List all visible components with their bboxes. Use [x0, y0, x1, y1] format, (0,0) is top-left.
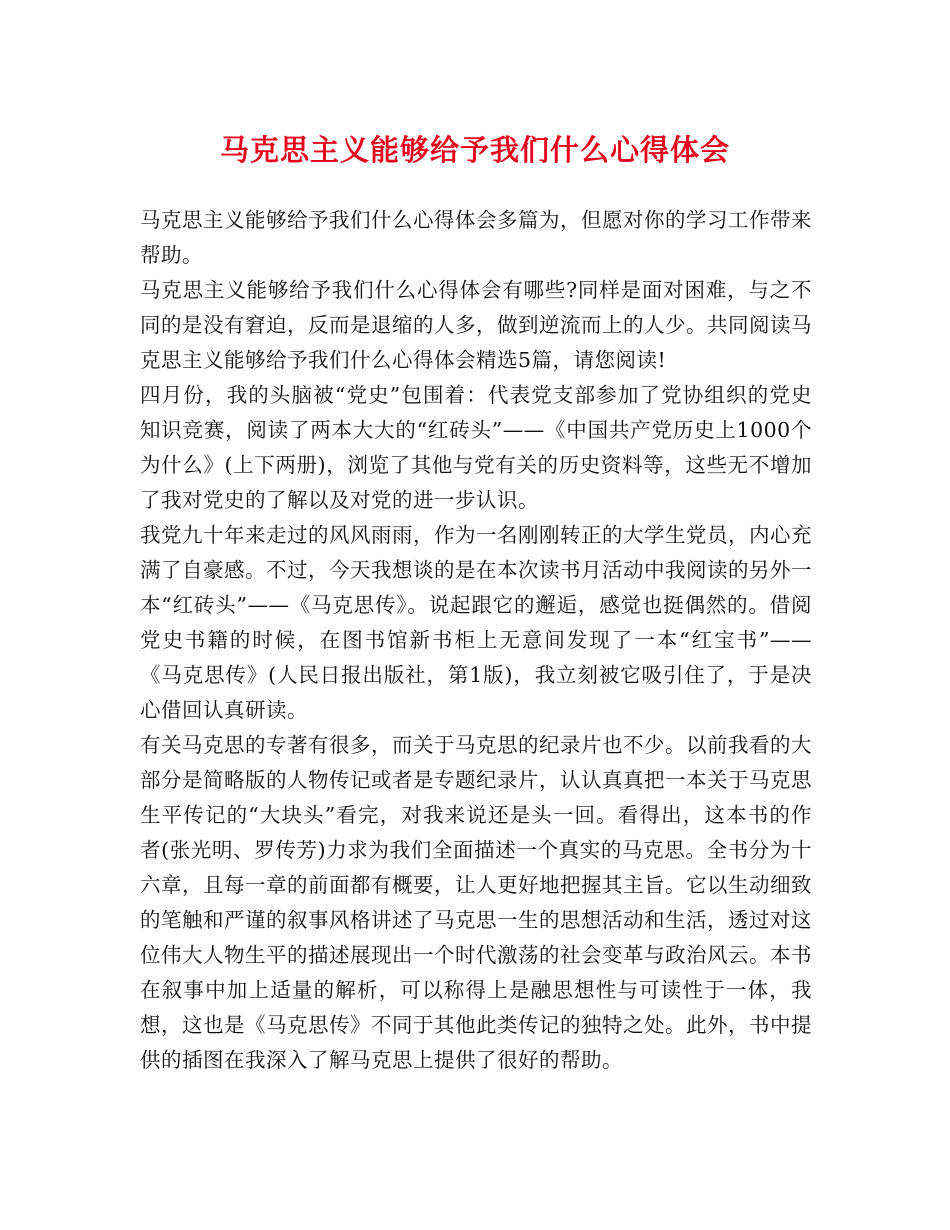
document-title: 马克思主义能够给予我们什么心得体会: [219, 133, 730, 167]
paragraph-overview: 马克思主义能够给予我们什么心得体会有哪些?同样是面对困难，与之不同的是没有窘迫，反而是退缩的人多，做到逆流而上的人少。共同阅读马克思主义能够给予我们什么心得体会精选5篇，请您阅读!: [140, 278, 812, 372]
document-body: [140, 203, 812, 1078]
paragraph-april: 四月份，我的头脑被“党史”包围着：代表党支部参加了党协组织的党史知识竞赛，阅读了两本大大的“红砖头”——《中国共产党历史上1000个为什么》(上下两册)，浏览了其他与党有关的历史资料等，这些无不增加了我对党史的了解以及对党的进一步认识。: [140, 383, 812, 512]
paragraph-intro: 马克思主义能够给予我们什么心得体会多篇为，但愿对你的学习工作带来帮助。: [140, 208, 812, 267]
paragraph-party-history: 我党九十年来走过的风风雨雨，作为一名刚刚转正的大学生党员，内心充满了自豪感。不过，今天我想谈的是在本次读书月活动中我阅读的另外一本“红砖头”——《马克思传》。说起跟它的邂逅，感觉也挺偶然的。借阅党史书籍的时候，在图书馆新书柜上无意间发现了一本“红宝书”——《马克思传》(人民日报出版社，第1版)，我立刻被它吸引住了，于是决心借回认真研读。: [140, 523, 812, 722]
paragraph-marx-biography: 有关马克思的专著有很多，而关于马克思的纪录片也不少。以前我看的大部分是简略版的人物传记或者是专题纪录片，认认真真把一本关于马克思生平传记的“大块头”看完，对我来说还是头一回。看得出，这本书的作者(张光明、罗传芳)力求为我们全面描述一个真实的马克思。全书分为十六章，且每一章的前面都有概要，让人更好地把握其主旨。它以生动细致的笔触和严谨的叙事风格讲述了马克思一生的思想活动和生活，透过对这位伟大人物生平的描述展现出一个时代激荡的社会变革与政治风云。本书在叙事中加上适量的解析，可以称得上是融思想性与可读性于一体，我想，这也是《马克思传》不同于其他此类传记的独特之处。此外，书中提供的插图在我深入了解马克思上提供了很好的帮助。: [140, 733, 812, 1072]
